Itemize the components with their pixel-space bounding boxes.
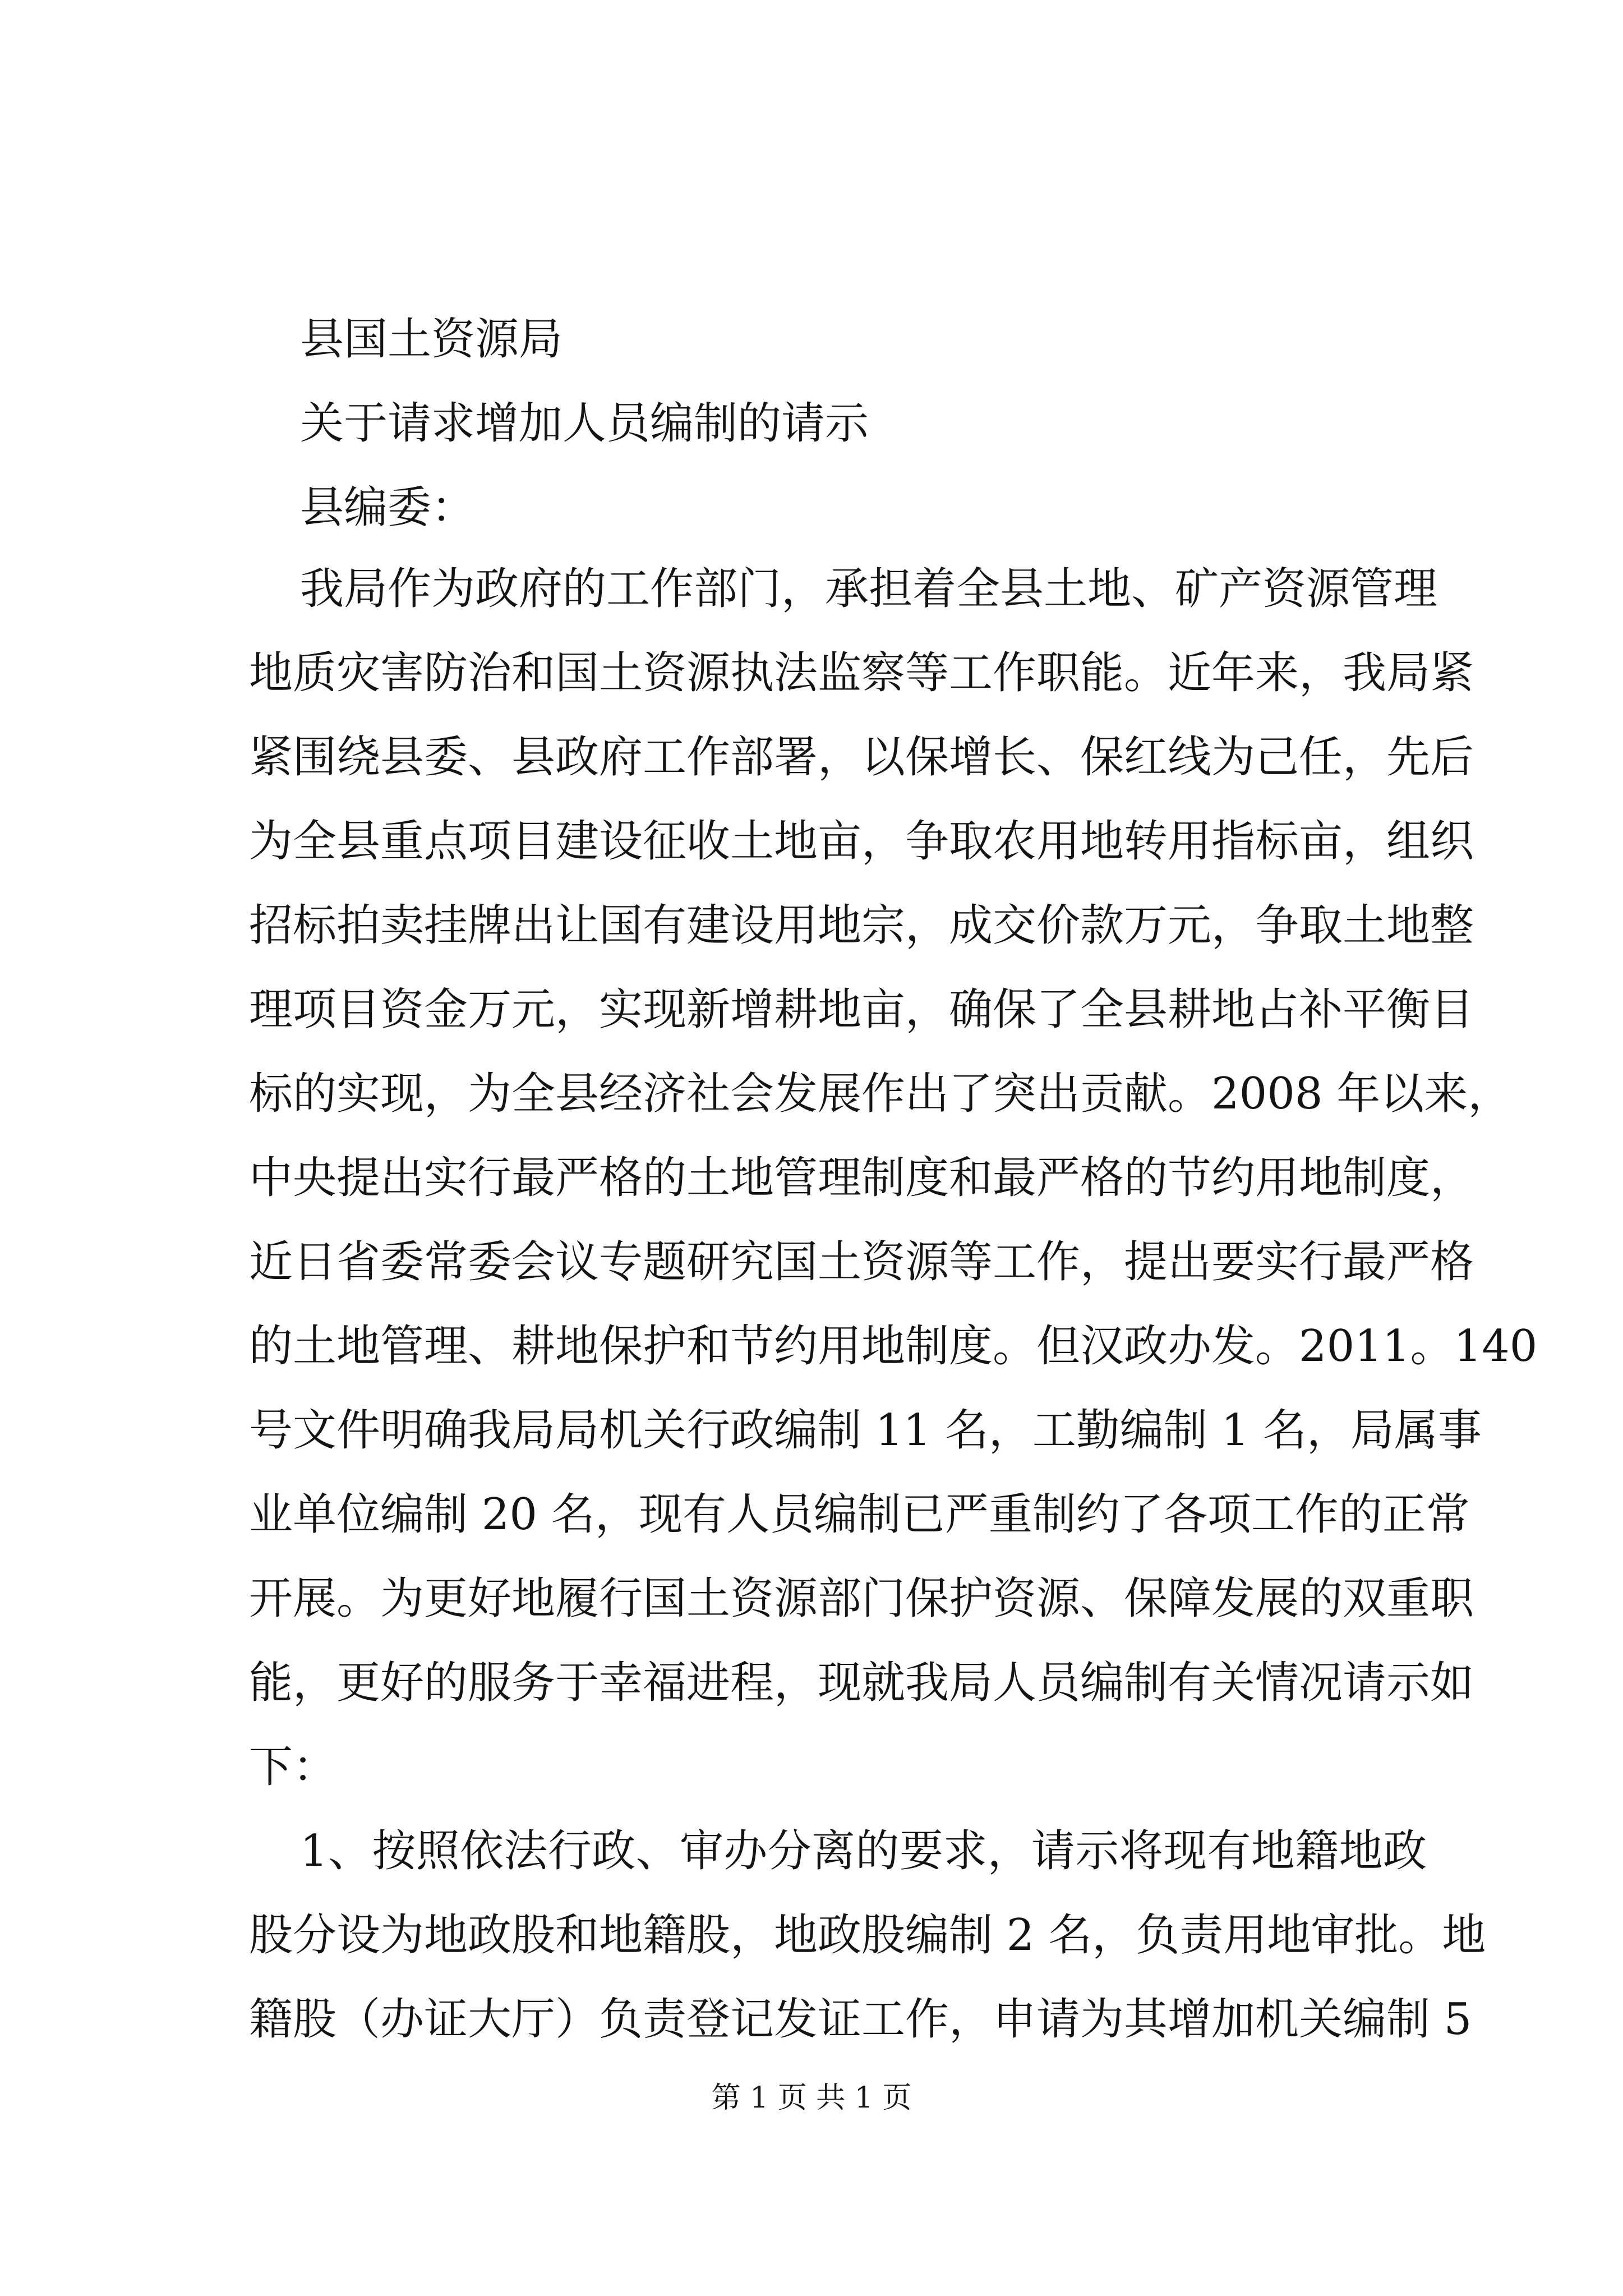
paragraph-line: 籍股（办证大厅）负责登记发证工作，申请为其增加机关编制 5 [249,1994,1472,2045]
paragraph-line: 紧围绕县委、县政府工作部署，以保增长、保红线为己任，先后 [249,732,1474,783]
paragraph-line: 中央提出实行最严格的土地管理制度和最严格的节约用地制度， [249,1153,1474,1203]
paragraph-line: 为全县重点项目建设征收土地亩，争取农用地转用指标亩，组织 [249,816,1474,867]
paragraph-line: 地质灾害防治和国土资源执法监察等工作职能。近年来，我局紧 [249,648,1474,698]
paragraph-line: 业单位编制 20 名，现有人员编制已严重制约了各项工作的正常 [249,1489,1470,1540]
paragraph-line: 招标拍卖挂牌出让国有建设用地宗，成交价款万元，争取土地整 [249,900,1474,951]
page-number-footer: 第 1 页 共 1 页 [711,2081,912,2115]
paragraph-line: 近日省委常委会议专题研究国土资源等工作，提出要实行最严格 [249,1237,1474,1287]
paragraph-line: 我局作为政府的工作部门，承担着全县土地、矿产资源管理 [300,564,1438,614]
paragraph-line: 号文件明确我局局机关行政编制 11 名，工勤编制 1 名，局属事 [249,1405,1482,1456]
document-addressee: 县编委： [300,482,476,533]
document-org: 县国土资源局 [300,314,563,365]
paragraph-line: 开展。为更好地履行国土资源部门保护资源、保障发展的双重职 [249,1573,1474,1624]
paragraph-line: 理项目资金万元，实现新增耕地亩，确保了全县耕地占补平衡目 [249,984,1474,1035]
paragraph-line: 下： [249,1742,337,1792]
paragraph-line: 标的实现，为全县经济社会发展作出了突出贡献。2008 年以来， [249,1069,1512,1119]
paragraph-line: 1、按照依法行政、审办分离的要求，请示将现有地籍地政 [300,1826,1427,1876]
document-title: 关于请求增加人员编制的请示 [300,398,869,449]
paragraph-line: 股分设为地政股和地籍股，地政股编制 2 名，负责用地审批。地 [249,1910,1486,1961]
paragraph-line: 的土地管理、耕地保护和节约用地制度。但汉政办发。2011。140 [249,1321,1538,1372]
paragraph-line: 能，更好的服务于幸福进程，现就我局人员编制有关情况请示如 [249,1658,1474,1708]
